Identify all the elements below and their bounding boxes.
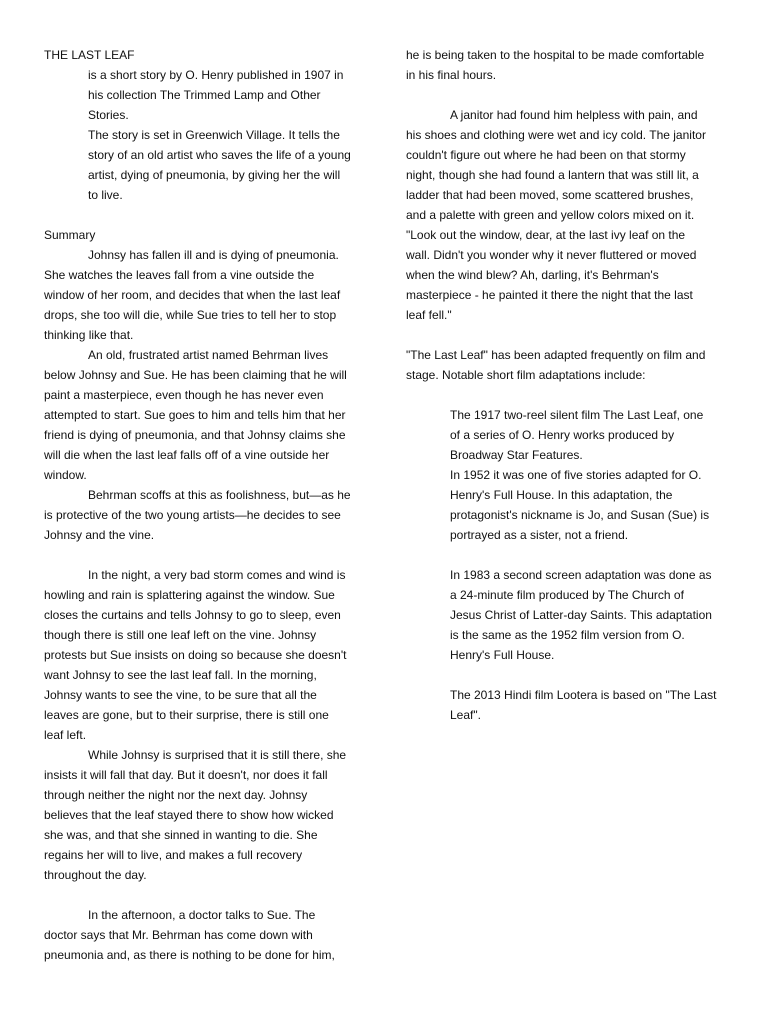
text-line: she was, and that she sinned in wanting to die. She — [44, 828, 318, 842]
text-line: protests but Sue insists on doing so because she doesn't — [44, 648, 347, 662]
text-line: is the same as the 1952 film version from O. — [450, 628, 685, 642]
text-line: doctor says that Mr. Behrman has come down with — [44, 928, 313, 942]
text-line: stage. Notable short film adaptations include: — [406, 368, 646, 382]
text-line: Broadway Star Features. — [450, 448, 583, 462]
text-line: "Look out the window, dear, at the last ivy leaf on the — [406, 228, 686, 242]
text-line: Leaf". — [450, 708, 481, 722]
summary-paragraph — [44, 905, 364, 965]
text-line: Johnsy wants to see the vine, to be sure that all the — [44, 688, 317, 702]
adaptation-entry — [406, 685, 726, 725]
janitor-paragraph — [406, 105, 726, 325]
text-line: when the wind blew? Ah, darling, it's Behrman's — [406, 268, 659, 282]
text-line: story of an old artist who saves the life of a young — [88, 148, 351, 162]
text-line: Stories. — [88, 108, 129, 122]
text-line: artist, dying of pneumonia, by giving her the will — [88, 168, 341, 182]
text-line: howling and rain is splattering against the window. Sue — [44, 588, 335, 602]
adaptations-intro — [406, 345, 726, 385]
text-line: Jesus Christ of Latter-day Saints. This adaptation — [450, 608, 712, 622]
summary-paragraph — [44, 745, 364, 885]
text-line: regains her will to live, and makes a full recovery — [44, 848, 303, 862]
adaptation-entry — [406, 405, 726, 545]
summary-paragraph — [44, 485, 364, 545]
text-line: in his final hours. — [406, 68, 497, 82]
text-line: believes that the leaf stayed there to show how wicked — [44, 808, 334, 822]
summary-paragraph — [44, 565, 364, 745]
text-line: leaves are gone, but to their surprise, there is still one — [44, 708, 329, 722]
text-line: window of her room, and decides that when the last leaf — [44, 288, 341, 302]
text-line: masterpiece - he painted it there the night that the last — [406, 288, 693, 302]
text-line: The story is set in Greenwich Village. It tells the — [88, 128, 340, 142]
text-line: to live. — [88, 188, 123, 202]
text-line: a 24-minute film produced by The Church of — [450, 588, 684, 602]
text-line: he is being taken to the hospital to be made comfortable — [406, 48, 705, 62]
text-line: his shoes and clothing were wet and icy cold. The janitor — [406, 128, 706, 142]
text-line: The 1917 two-reel silent film The Last Leaf, one — [450, 408, 704, 422]
text-line: thinking like that. — [44, 328, 134, 342]
text-line: throughout the day. — [44, 868, 147, 882]
text-line: Henry's Full House. — [450, 648, 555, 662]
text-line: wall. Didn't you wonder why it never fluttered or moved — [406, 248, 697, 262]
document-title: THE LAST LEAF — [44, 48, 135, 62]
continued-paragraph — [406, 45, 726, 85]
text-line: An old, frustrated artist named Behrman lives — [88, 348, 329, 362]
summary-paragraph — [44, 245, 364, 345]
text-line: Johnsy has fallen ill and is dying of pneumonia. — [88, 248, 339, 262]
text-line: In 1952 it was one of five stories adapted for O. — [450, 468, 702, 482]
text-line: In the afternoon, a doctor talks to Sue. The — [88, 908, 316, 922]
text-line: couldn't figure out where he had been on that stormy — [406, 148, 686, 162]
text-line: leaf fell." — [406, 308, 452, 322]
text-line: While Johnsy is surprised that it is still there, she — [88, 748, 347, 762]
text-line: closes the curtains and tells Johnsy to go to sleep, even — [44, 608, 341, 622]
text-line: drops, she too will die, while Sue tries to tell her to stop — [44, 308, 337, 322]
summary-paragraph — [44, 345, 364, 485]
text-line: is protective of the two young artists—he decides to see — [44, 508, 341, 522]
text-line: Behrman scoffs at this as foolishness, but—as he — [88, 488, 351, 502]
text-line: his collection The Trimmed Lamp and Other — [88, 88, 321, 102]
text-line: Henry's Full House. In this adaptation, the — [450, 488, 673, 502]
text-line: attempted to start. Sue goes to him and tells him that her — [44, 408, 346, 422]
text-line: "The Last Leaf" has been adapted frequently on film and — [406, 348, 706, 362]
text-line: In 1983 a second screen adaptation was done as — [450, 568, 712, 582]
text-line: paint a masterpiece, even though he has never even — [44, 388, 324, 402]
text-line: below Johnsy and Sue. He has been claiming that he will — [44, 368, 347, 382]
text-line: of a series of O. Henry works produced by — [450, 428, 675, 442]
text-line: through neither the night nor the next day. Johnsy — [44, 788, 308, 802]
text-line: ladder that had been moved, some scattered brushes, — [406, 188, 694, 202]
text-line: night, though she had found a lantern that was still lit, a — [406, 168, 699, 182]
text-line: pneumonia and, as there is nothing to be done for him, — [44, 948, 335, 962]
text-line: insists it will fall that day. But it doesn't, nor does it fall — [44, 768, 328, 782]
text-line: though there is still one leaf left on the vine. Johnsy — [44, 628, 317, 642]
text-line: and a palette with green and yellow colors mixed on it. — [406, 208, 695, 222]
text-line: The 2013 Hindi film Lootera is based on "The Last — [450, 688, 717, 702]
text-line: want Johnsy to see the last leaf fall. In the morning, — [44, 668, 317, 682]
text-line: is a short story by O. Henry published in 1907 in — [88, 68, 344, 82]
text-line: portrayed as a sister, not a friend. — [450, 528, 629, 542]
text-line: She watches the leaves fall from a vine outside the — [44, 268, 315, 282]
text-line: window. — [44, 468, 87, 482]
adaptation-entry — [406, 565, 726, 665]
text-line: A janitor had found him helpless with pain, and — [450, 108, 698, 122]
text-line: Johnsy and the vine. — [44, 528, 155, 542]
text-line: leaf left. — [44, 728, 87, 742]
text-line: protagonist's nickname is Jo, and Susan (Sue) is — [450, 508, 710, 522]
intro-paragraph — [44, 65, 364, 205]
left-column — [44, 45, 364, 965]
text-line: In the night, a very bad storm comes and wind is — [88, 568, 346, 582]
right-column — [406, 45, 726, 725]
summary-heading: Summary — [44, 228, 96, 242]
text-line: will die when the last leaf falls off of a vine outside her — [44, 448, 330, 462]
text-line: friend is dying of pneumonia, and that Johnsy claims she — [44, 428, 346, 442]
